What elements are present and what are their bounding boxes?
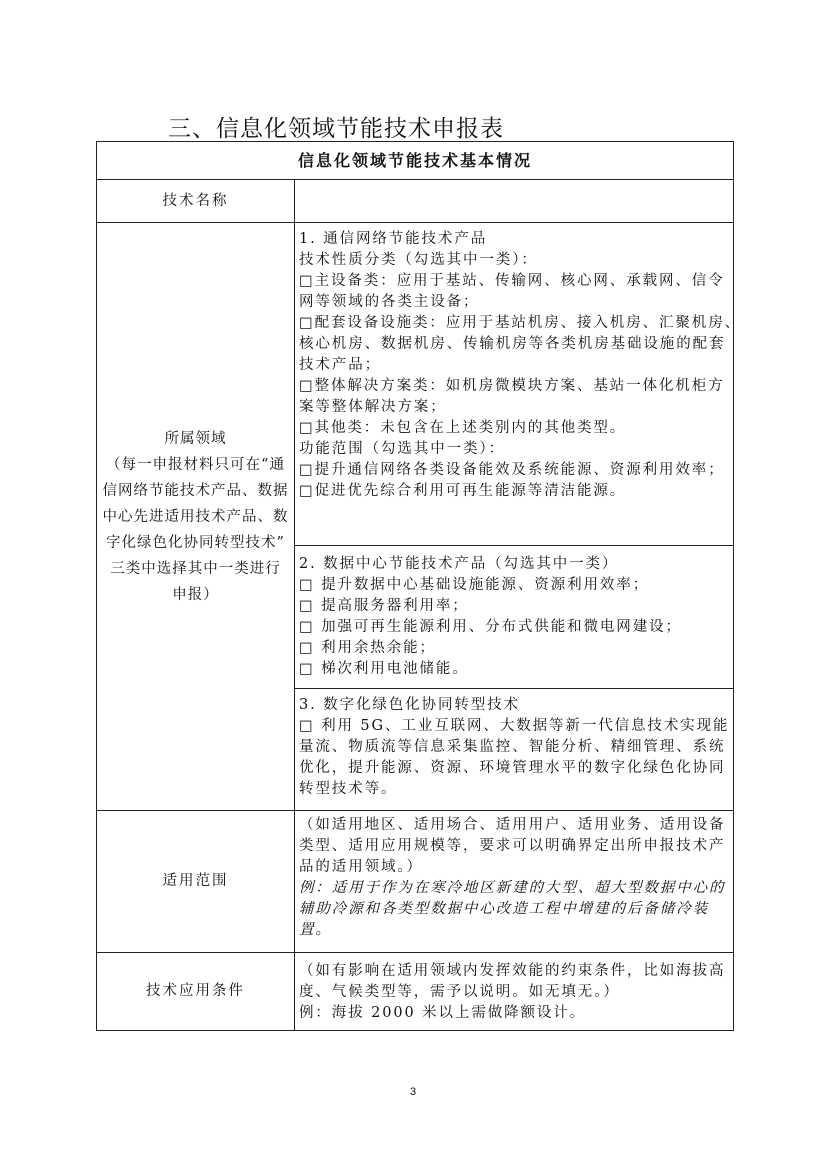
- text-line: □ 利用 5G、工业互联网、大数据等新一代信息技术实现能: [299, 718, 730, 734]
- table-header: 信息化领域节能技术基本情况: [97, 142, 734, 180]
- text-line: 例：海拔 2000 米以上需做降额设计。: [299, 1005, 587, 1021]
- text-line: （如适用地区、适用场合、适用用户、适用业务、适用设备: [299, 817, 726, 833]
- text-line: 案等整体解决方案；: [299, 399, 447, 415]
- text-line: □提升通信网络各类设备能效及系统能源、资源利用效率；: [299, 462, 725, 478]
- text-line: 技术产品；: [299, 357, 381, 373]
- text-line: 网等领域的各类主设备；: [299, 294, 480, 310]
- text-line: 量流、物质流等信息采集监控、智能分析、精细管理、系统: [299, 739, 726, 755]
- text-line: □ 利用余热余能；: [299, 640, 436, 656]
- text-line: □ 加强可再生能源利用、分布式供能和微电网建设；: [299, 619, 682, 635]
- text-line: 度、气候类型等，需予以说明。如无填无。）: [299, 984, 620, 1000]
- domain-label: [97, 223, 295, 811]
- scope-label: 适用范围: [97, 811, 295, 953]
- conditions-label: 技术应用条件: [97, 953, 295, 1031]
- text-line: 转型技术等。: [299, 781, 398, 797]
- text-line: 字化绿色化协同转型技术”: [106, 534, 285, 551]
- scope-field[interactable]: [295, 811, 734, 953]
- text-line: 3. 数字化绿色化协同转型技术: [299, 697, 520, 713]
- application-form-table: [96, 141, 741, 1031]
- text-line: 类型、适用应用规模等，要求可以明确界定出所申报技术产: [299, 838, 726, 854]
- text-line: （如有影响在适用领域内发挥效能的约束条件，比如海拔高: [299, 963, 726, 979]
- text-line: 例：适用于作为在寒冷地区新建的大型、超大型数据中心的: [299, 880, 726, 896]
- text-line: □ 提升数据中心基础设施能源、资源利用效率；: [299, 577, 650, 593]
- text-line: 优化，提升能源、资源、环境管理水平的数字化绿色化协同: [299, 760, 726, 776]
- text-line: 三类中选择其中一类进行: [110, 560, 281, 577]
- text-line: 品的适用领域。）: [299, 859, 423, 875]
- page-title: 三、信息化领域节能技术申报表: [168, 116, 504, 142]
- text-line: □主设备类：应用于基站、传输网、核心网、承载网、信令: [299, 273, 725, 289]
- text-line: 核心机房、数据机房、传输机房等各类机房基础设施的配套: [299, 336, 726, 352]
- text-line: 置。: [299, 922, 332, 938]
- domain-section-3[interactable]: [295, 689, 734, 811]
- text-line: □ 提高服务器利用率；: [299, 598, 469, 614]
- text-line: 所属领域: [164, 430, 227, 447]
- text-line: 技术性质分类（勾选其中一类）：: [299, 252, 538, 268]
- conditions-field[interactable]: [295, 953, 734, 1031]
- text-line: 1. 通信网络节能技术产品: [299, 231, 488, 247]
- text-line: □其他类：未包含在上述类别内的其他类型。: [299, 420, 627, 436]
- page-number: 3: [410, 1086, 417, 1098]
- text-line: 信网络节能技术产品、数据: [102, 482, 289, 499]
- domain-section-2[interactable]: [295, 546, 734, 689]
- text-line: □促进优先综合利用可再生能源等清洁能源。: [299, 483, 627, 499]
- text-line: （每一申报材料只可在“通: [106, 456, 285, 473]
- text-line: □配套设备设施类：应用于基站机房、接入机房、汇聚机房、: [299, 315, 741, 331]
- text-line: 功能范围（勾选其中一类）：: [299, 441, 505, 457]
- text-line: 辅助冷源和各类型数据中心改造工程中增建的后备储冷装: [299, 901, 709, 917]
- domain-section-1[interactable]: [295, 223, 741, 546]
- text-line: □整体解决方案类：如机房微模块方案、基站一体化机柜方: [299, 378, 725, 394]
- text-line: 申报）: [172, 586, 219, 603]
- tech-name-field[interactable]: [295, 180, 734, 223]
- text-line: □ 梯次利用电池储能。: [299, 661, 469, 677]
- tech-name-label: 技术名称: [97, 180, 295, 223]
- text-line: 中心先进适用技术产品、数: [102, 508, 289, 525]
- text-line: 2. 数据中心节能技术产品（勾选其中一类）: [299, 556, 619, 572]
